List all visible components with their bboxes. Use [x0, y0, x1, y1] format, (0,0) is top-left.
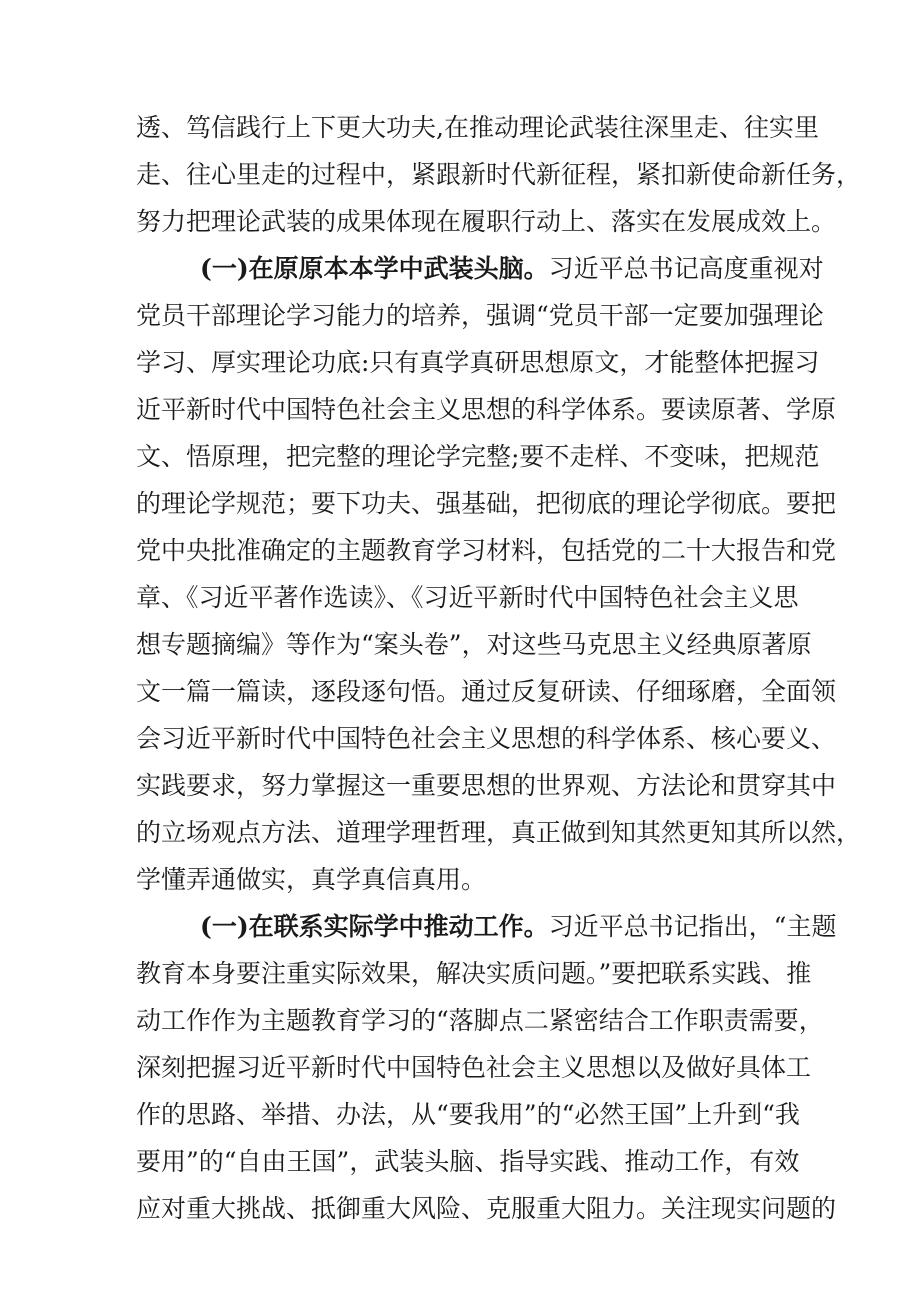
text-line: 学习、厚实理论功底:只有真学真研思想原文，才能整体把握习: [136, 348, 820, 377]
text-line: 文一篇一篇读，逐段逐句悟。通过反复研读、仔细琢磨，全面领: [136, 677, 837, 706]
text-line: 的理论学规范；要下功夫、强基础，把彻底的理论学彻底。要把: [136, 489, 837, 518]
text-line: 学懂弄通做实，真学真信真用。: [136, 865, 487, 894]
text-run: 习近平总书记指出，“主题: [548, 912, 837, 941]
text-line: 近平新时代中国特色社会主义思想的科学体系。要读原著、学原: [136, 395, 837, 424]
text-line: 透、笃信践行上下更大功夫,在推动理论武装往深里走、往实里: [136, 113, 819, 142]
paragraph-continuation: [136, 104, 862, 245]
paragraph-study-original: [136, 245, 862, 903]
text-line: 的立场观点方法、道理学理哲理，真正做到知其然更知其所以然，: [136, 818, 862, 847]
text-line: 章、《习近平著作选读》、《习近平新时代中国特色社会主义思: [136, 583, 799, 612]
text-line: 党中央批准确定的主题教育学习材料，包括党的二十大报告和党: [136, 536, 837, 565]
text-line: 会习近平新时代中国特色社会主义思想的科学体系、核心要义、: [136, 724, 837, 753]
text-line: 努力把理论武装的成果体现在履职行动上、落实在发展成效上。: [136, 207, 837, 236]
text-line: 文、悟原理，把完整的理论学完整;要不走样、不变味，把规范: [136, 442, 820, 471]
text-line: 想专题摘编》等作为“案头卷”，对这些马克思主义经典原著原: [136, 630, 812, 659]
text-line: 实践要求，努力掌握这一重要思想的世界观、方法论和贯穿其中: [136, 771, 837, 800]
paragraph-practice: [136, 903, 837, 1232]
text-line: 教育本身要注重实际效果，解决实质问题。”要把联系实践、推: [136, 959, 812, 988]
text-line: 作的思路、举措、办法，从“要我用”的“必然王国”上升到“我: [136, 1100, 800, 1129]
section-heading: (一)在原原本本学中武装头脑。: [200, 254, 549, 283]
paragraph-first-line: [136, 245, 824, 292]
text-line: 深刻把握习近平新时代中国特色社会主义思想以及做好具体工: [136, 1053, 812, 1082]
text-line: 要用”的“自由王国”，武装头脑、指导实践、推动工作，有效: [136, 1147, 800, 1176]
paragraph-first-line: [136, 903, 837, 950]
section-heading: (一)在联系实际学中推动工作。: [200, 912, 549, 941]
text-run: 习近平总书记高度重视对: [548, 254, 824, 283]
document-body: [136, 104, 862, 1232]
text-line: 动工作作为主题教育学习的“落脚点二紧密结合工作职责需要，: [136, 1006, 824, 1035]
text-line: 党员干部理论学习能力的培养，强调“党员干部一定要加强理论: [136, 301, 824, 330]
text-line: 走、往心里走的过程中，紧跟新时代新征程，紧扣新使命新任务，: [136, 160, 862, 189]
text-line: 应对重大挑战、抵御重大风险、克服重大阻力。关注现实问题的: [136, 1194, 837, 1223]
